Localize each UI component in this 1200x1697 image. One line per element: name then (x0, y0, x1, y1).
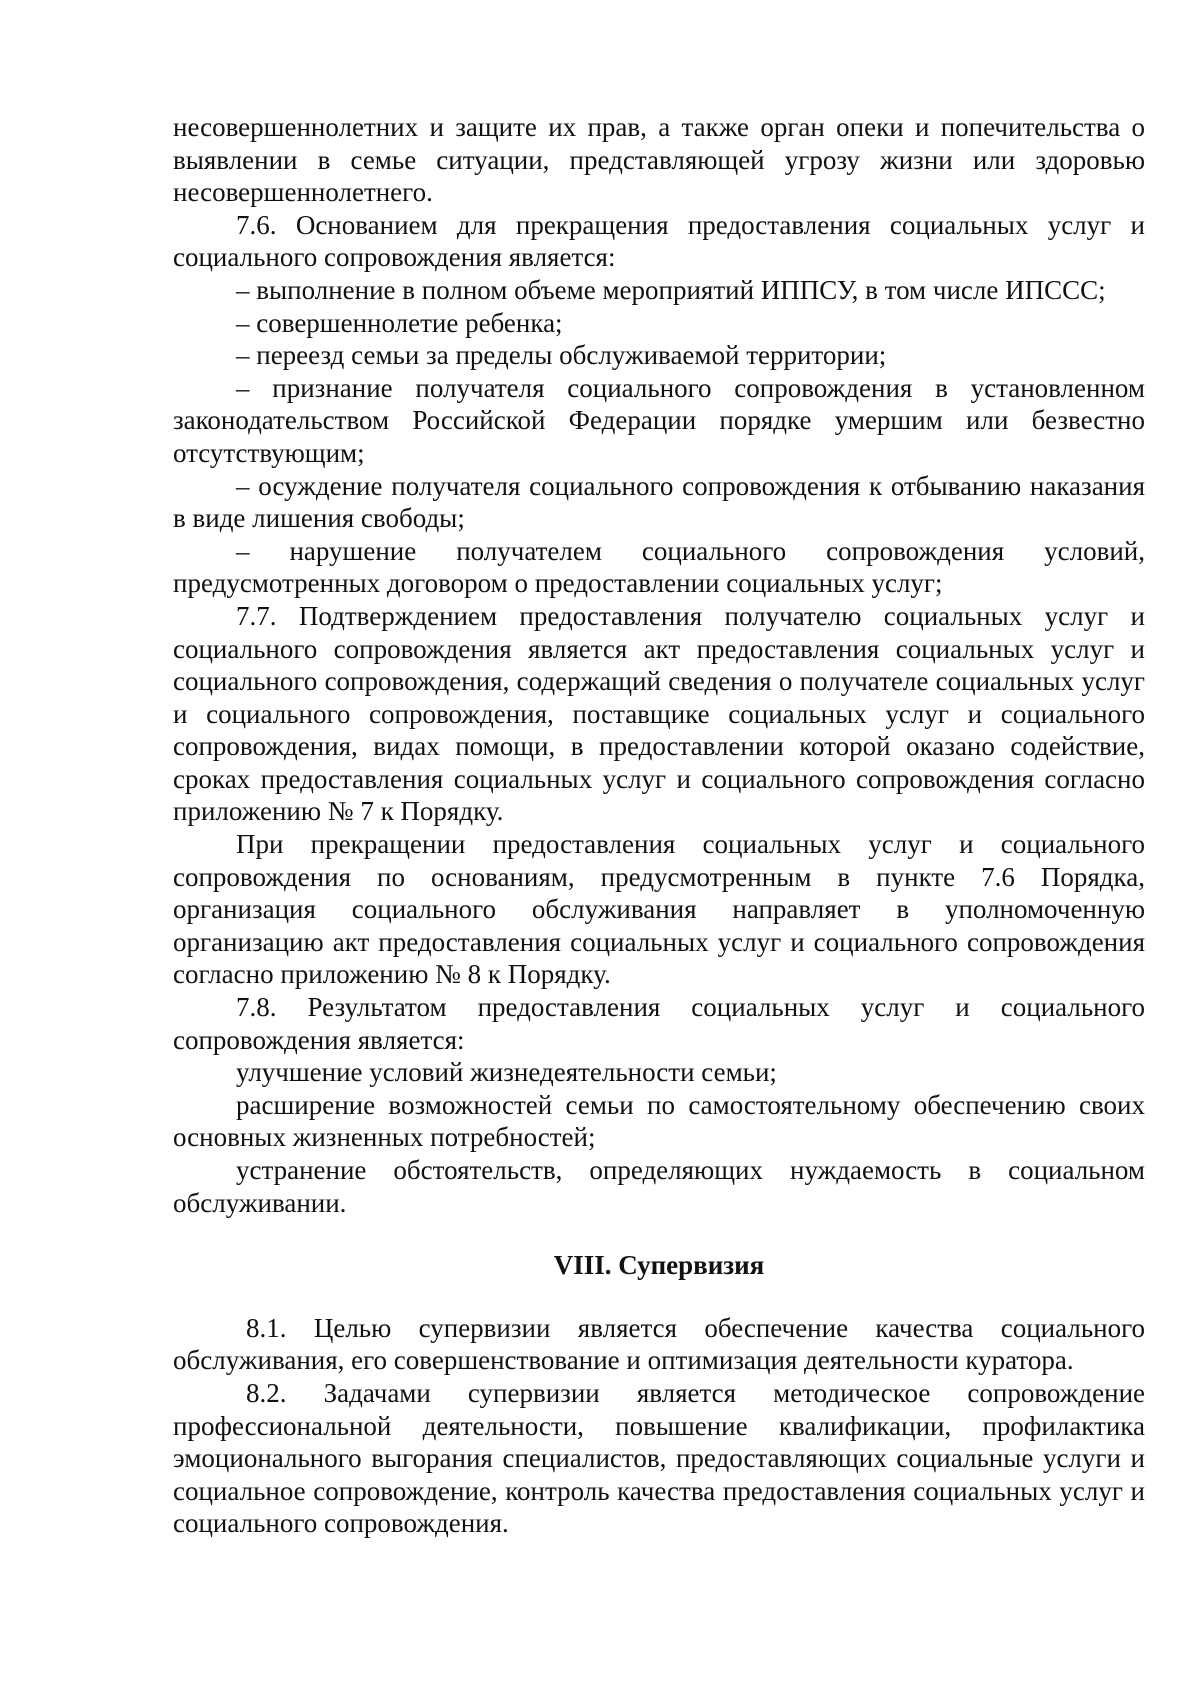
paragraph-7-8: 7.8. Результатом предоставления социальных услуг и социального сопровождения является: (173, 992, 1145, 1055)
paragraph-7-7: 7.7. Подтверждением предоставления получателю социальных услуг и социального сопровождения является акт предоставления социальных услуг и социального сопровождения, содержащий сведения о получателе социальных услуг и социального сопровождения, поставщике социальных услуг и социального сопровождения, видах помощи, в предоставлении которой оказано содействие, сроках предоставления социальных услуг и социального сопровождения согласно приложению № 7 к Порядку. (173, 600, 1145, 827)
list-item-contract-violation: – нарушение получателем социального сопровождения условий, предусмотренных договором о предоставлении социальных услуг; (173, 535, 1145, 599)
paragraph-8-2: 8.2. Задачами супервизии является методическое сопровождение профессиональной деятельности, повышение квалификации, профилактика эмоционального выгорания специалистов, предоставляющих социальные услуги и социальное сопровождение, контроль качества предоставления социальных услуг и социального сопровождения. (173, 1377, 1145, 1539)
paragraph-7-6: 7.6. Основанием для прекращения предоставления социальных услуг и социального сопровождения является: (173, 209, 1145, 273)
list-item-child-adulthood: – совершеннолетие ребенка; (236, 307, 563, 338)
result-item-living-conditions: улучшение условий жизнедеятельности семьи; (236, 1057, 777, 1088)
list-item-recipient-convicted: – осуждение получателя социального сопровождения к отбыванию наказания в виде лишения свободы; (173, 470, 1145, 534)
list-item-ippsu-completion: – выполнение в полном объеме мероприятий ИППСУ, в том числе ИПССС; (236, 274, 1106, 305)
result-item-family-capabilities: расширение возможностей семьи по самостоятельному обеспечению своих основных жизненных потребностей; (173, 1089, 1145, 1153)
result-item-need-elimination: устранение обстоятельств, определяющих нуждаемость в социальном обслуживании. (173, 1155, 1145, 1218)
list-item-recipient-deceased: – признание получателя социального сопровождения в установленном законодательством Российской Федерации порядке умершим или безвестно отсутствующим; (173, 372, 1145, 468)
section-heading: VIII. Супервизия (553, 1250, 765, 1281)
list-item-family-relocation: – переезд семьи за пределы обслуживаемой территории; (236, 340, 887, 371)
paragraph-8-1: 8.1. Целью супервизии является обеспечение качества социального обслуживания, его совершенствование и оптимизация деятельности куратора. (173, 1312, 1145, 1376)
paragraph-continuation: несовершеннолетних и защите их прав, а также орган опеки и попечительства о выявлении в семье ситуации, представляющей угрозу жизни или здоровью несовершеннолетнего. (173, 112, 1145, 208)
document-page (173, 111, 1145, 1540)
paragraph-termination-act: При прекращении предоставления социальных услуг и социального сопровождения по основаниям, предусмотренным в пункте 7.6 Порядка, организация социального обслуживания направляет в уполномоченную организацию акт предоставления социальных услуг и социального сопровождения согласно приложению № 8 к Порядку. (173, 829, 1145, 990)
